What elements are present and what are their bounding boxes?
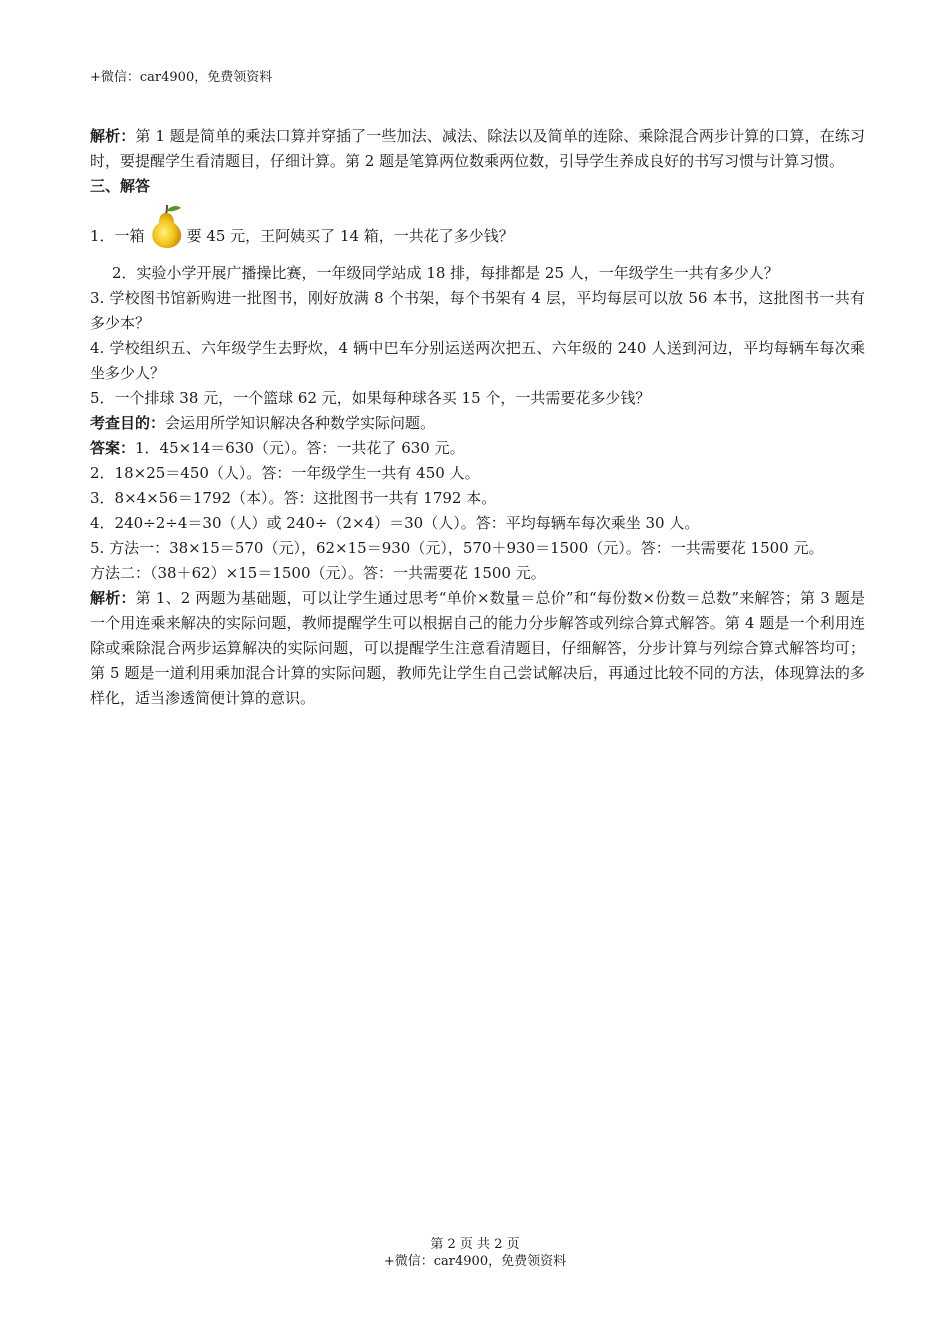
section-title: 三、解答 [90, 177, 151, 195]
question-4: 4. 学校组织五、六年级学生去野炊，4 辆中巴车分别运送两次把五、六年级的 240 人送到河边，平均每辆车每次乘坐多少人？ [90, 339, 865, 382]
analysis-label-2: 解析： [90, 589, 136, 607]
header-note: +微信：car4900，免费领资料 [90, 70, 273, 85]
purpose-text: 会运用所学知识解决各种数学实际问题。 [165, 414, 436, 432]
answer-1 [90, 436, 865, 461]
answer-label: 答案： [90, 439, 136, 457]
answer-2: 2．18×25＝450（人）。答：一年级学生一共有 450 人。 [90, 464, 480, 482]
purpose-label: 考查目的： [90, 414, 166, 432]
content [90, 124, 865, 711]
pear-icon [145, 201, 187, 249]
analysis-paragraph-1 [90, 124, 865, 174]
analysis-paragraph-2 [90, 586, 865, 711]
question-2: 2．实验小学开展广播操比赛，一年级同学站成 18 排，每排都是 25 人，一年级学生一共有多少人？ [112, 264, 779, 282]
answer-5: 5. 方法一：38×15＝570（元），62×15＝930（元），570＋930＝1500（元）。答：一共需要花 1500 元。 [90, 539, 824, 557]
purpose-line [90, 411, 865, 436]
question-1-after: 要 45 元，王阿姨买了 14 箱，一共花了多少钱？ [186, 227, 514, 245]
question-5: 5．一个排球 38 元，一个篮球 62 元，如果每种球各买 15 个，一共需要花多少钱？ [90, 389, 651, 407]
page-number: 第 2 页 共 2 页 [430, 1237, 520, 1252]
analysis-text: 第 1 题是简单的乘法口算并穿插了一些加法、减法、除法以及简单的连除、乘除混合两步计算的口算，在练习时，要提醒学生看清题目，仔细计算。第 2 题是笔算两位数乘两位数，引导学生养成良好的书写习惯与计算习惯。 [90, 127, 865, 170]
analysis-label: 解析： [90, 127, 136, 145]
question-3: 3. 学校图书馆新购进一批图书，刚好放满 8 个书架，每个书架有 4 层，平均每层可以放 56 本书，这批图书一共有多少本？ [90, 289, 865, 332]
question-1 [90, 201, 865, 249]
answer-5-method-2: 方法二：（38＋62）×15＝1500（元）。答：一共需要花 1500 元。 [90, 564, 546, 582]
answer-3: 3．8×4×56＝1792（本）。答：这批图书一共有 1792 本。 [90, 489, 497, 507]
answer-1-text: 1．45×14＝630（元）。答：一共花了 630 元。 [135, 439, 465, 457]
footer-note: +微信：car4900，免费领资料 [383, 1254, 567, 1269]
answer-4: 4．240÷2÷4＝30（人）或 240÷（2×4）＝30（人）。答：平均每辆车每次乘坐 30 人。 [90, 514, 700, 532]
analysis-text-2: 第 1、2 两题为基础题，可以让学生通过思考“单价×数量＝总价”和“每份数×份数＝总数”来解答；第 3 题是一个用连乘来解决的实际问题，教师提醒学生可以根据自己的能力分步解答或列综合算式解答。第 4 题是一个利用连除或乘除混合两步运算解决的实际问题，可以提醒学生注意看清题目，仔细解答，分步计算与列综合算式解答均可；第 5 题是一道利用乘加混合计算的实际问题，教师先让学生自己尝试解决后，再通过比较不同的方法，体现算法的多样化，适当渗透简便计算的意识。 [90, 589, 865, 707]
question-1-before: 1．一箱 [90, 227, 145, 245]
